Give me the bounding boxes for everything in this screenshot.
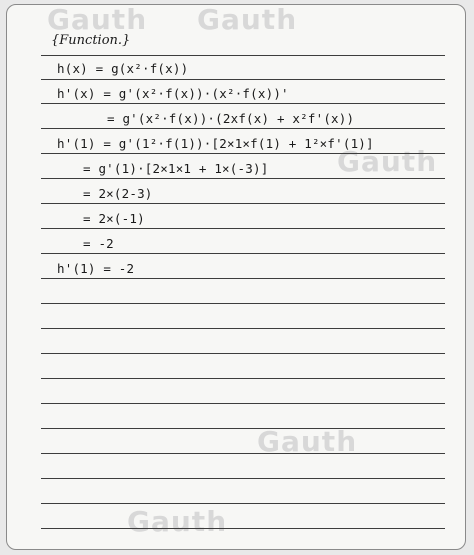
ruled-line [41,303,445,304]
ruled-line [41,153,445,154]
ruled-line [41,79,445,80]
ruled-line [41,328,445,329]
math-line: h'(1) = g'(1²·f(1))·[2×1×f(1) + 1²×f'(1)] [57,136,374,151]
ruled-line [41,403,445,404]
ruled-line [41,428,445,429]
ruled-line [41,253,445,254]
watermark: Gauth [47,3,148,36]
math-line: = -2 [83,236,114,251]
ruled-line [41,278,445,279]
ruled-line [41,178,445,179]
math-line: = 2×(2-3) [83,186,153,201]
ruled-line [41,503,445,504]
page-title: {Function.} [51,33,131,48]
ruled-line [41,128,445,129]
watermark: Gauth [197,3,298,36]
ruled-line [41,353,445,354]
ruled-line [41,528,445,529]
ruled-line [41,203,445,204]
math-line: h'(x) = g'(x²·f(x))·(x²·f(x))' [57,86,289,101]
watermark: Gauth [127,505,228,538]
ruled-line [41,55,445,56]
math-line: = g'(1)·[2×1×1 + 1×(-3)] [83,161,269,176]
watermark: Gauth [257,425,358,458]
ruled-line [41,103,445,104]
ruled-line [41,228,445,229]
ruled-line [41,478,445,479]
ruled-line [41,453,445,454]
notebook-page [6,4,466,550]
math-line: = 2×(-1) [83,211,145,226]
watermark: Gauth [337,145,438,178]
math-line: h'(1) = -2 [57,261,135,276]
math-line: = g'(x²·f(x))·(2xf(x) + x²f'(x)) [107,111,355,126]
math-line: h(x) = g(x²·f(x)) [57,61,189,76]
ruled-line [41,378,445,379]
